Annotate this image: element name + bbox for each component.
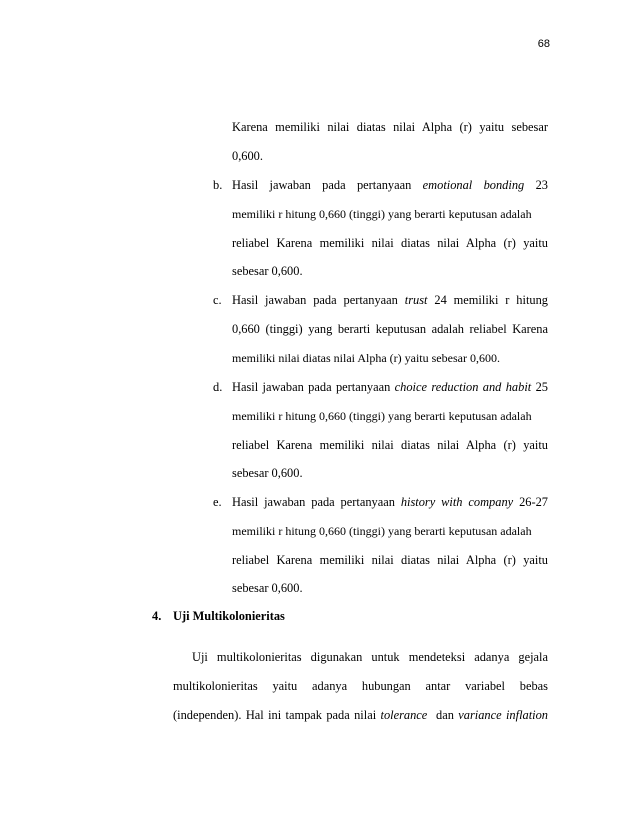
item-c-line-2: 0,660 (tinggi) yang berarti keputusan adalah reliabel Karena: [232, 322, 548, 336]
item-d-term: choice reduction and habit: [394, 380, 532, 394]
section-number: 4.: [152, 609, 162, 623]
item-e-line-2: memiliki r hitung 0,660 (tinggi) yang berarti keputusan adalah: [232, 524, 532, 538]
paragraph-line-2: multikolonieritas yaitu adanya hubungan antar variabel bebas: [173, 679, 548, 693]
item-b-line-2: memiliki r hitung 0,660 (tinggi) yang berarti keputusan adalah: [232, 207, 532, 221]
item-marker-e: e.: [213, 495, 222, 509]
continuation-line-1: Karena memiliki nilai diatas nilai Alpha (r) yaitu sebesar: [232, 120, 548, 134]
section-title: Uji Multikolonieritas: [173, 609, 285, 623]
item-b-term: emotional bonding: [422, 178, 525, 192]
item-c-term: trust: [404, 293, 428, 307]
item-c-line-1: Hasil jawaban pada pertanyaan trust 24 memiliki r hitung: [232, 293, 548, 307]
item-d-line-4: sebesar 0,600.: [232, 466, 303, 480]
continuation-line-2: 0,600.: [232, 149, 263, 163]
item-d-line-2: memiliki r hitung 0,660 (tinggi) yang berarti keputusan adalah: [232, 409, 532, 423]
paragraph-line-3: (independen). Hal ini tampak pada nilai tolerance dan variance inflation: [173, 708, 548, 722]
page-number: 68: [537, 38, 550, 50]
item-marker-c: c.: [213, 293, 222, 307]
item-b-line-1: Hasil jawaban pada pertanyaan emotional bonding 23: [232, 178, 548, 192]
item-e-term: history with company: [400, 495, 514, 509]
item-marker-b: b.: [213, 178, 223, 192]
item-marker-d: d.: [213, 380, 223, 394]
paragraph-line-1: Uji multikolonieritas digunakan untuk mendeteksi adanya gejala: [192, 650, 548, 664]
item-c-line-3: memiliki nilai diatas nilai Alpha (r) yaitu sebesar 0,600.: [232, 351, 500, 365]
item-b-line-3: reliabel Karena memiliki nilai diatas nilai Alpha (r) yaitu: [232, 236, 548, 250]
paragraph-term-vif: variance inflation: [458, 708, 548, 722]
item-e-line-4: sebesar 0,600.: [232, 581, 303, 595]
item-e-line-1: Hasil jawaban pada pertanyaan history with company 26-27: [232, 495, 548, 509]
item-d-line-1: Hasil jawaban pada pertanyaan choice reduction and habit 25: [232, 380, 548, 394]
item-e-line-3: reliabel Karena memiliki nilai diatas nilai Alpha (r) yaitu: [232, 553, 548, 567]
item-d-line-3: reliabel Karena memiliki nilai diatas nilai Alpha (r) yaitu: [232, 438, 548, 452]
item-b-line-4: sebesar 0,600.: [232, 264, 303, 278]
paragraph-term-tolerance: tolerance: [380, 708, 428, 722]
